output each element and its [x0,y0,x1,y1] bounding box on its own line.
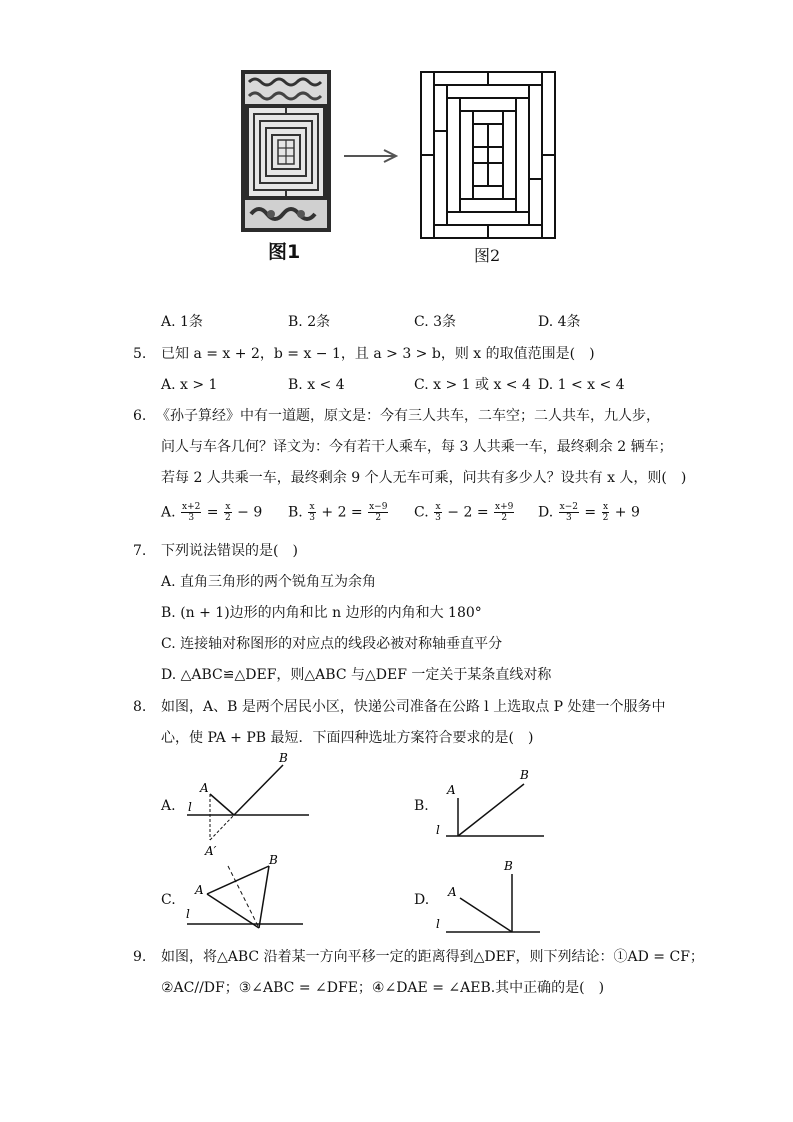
q8-number: 8. [133,699,147,715]
q5-stem: 已知 a = x + 2，b = x − 1，且 a > 3 > b，则 x 的取值范围是( ) [161,346,595,362]
arrow-right-icon [344,148,398,164]
q6-number: 6. [133,408,147,424]
fraction: $\frac{x}{3}$ [309,502,315,523]
q7-option-c[interactable]: C. 连接轴对称图形的对应点的线段必被对称轴垂直平分 [161,636,503,652]
line-l-label: l [436,823,440,837]
q8-option-b-label[interactable]: B. [414,798,429,814]
q6-option-a[interactable]: A. $\frac{x+2}{3}$ = $\frac{x}{2}$ − 9 [161,502,263,523]
fraction: $\frac{x}{3}$ [435,502,441,523]
q7-stem: 下列说法错误的是( ) [161,543,298,559]
figure-2-caption: 图2 [474,246,501,265]
q4-option-b[interactable]: B. 2条 [288,314,331,330]
q5-option-b[interactable]: B. x < 4 [288,377,345,393]
fraction: $\frac{x}{2}$ [225,502,231,523]
q9-number: 9. [133,949,147,965]
fraction: $\frac{x-2}{3}$ [559,502,578,523]
q6-option-d[interactable]: D. $\frac{x-2}{3}$ = $\frac{x}{2}$ + 9 [538,502,640,523]
point-b-label: B [520,768,529,782]
option-label: D. [538,504,554,521]
q8-option-b-figure[interactable] [432,764,548,844]
q5-option-a[interactable]: A. x > 1 [161,377,218,393]
q6-option-b[interactable]: B. $\frac{x}{3}$ + 2 = $\frac{x-9}{2}$ [288,502,388,523]
q8-option-d-figure[interactable] [432,852,548,936]
point-b-label: B [279,752,288,765]
figure-2-drawing [420,71,556,239]
point-b-label: B [269,853,278,867]
fraction: $\frac{x}{2}$ [602,502,609,523]
q5-option-d[interactable]: D. 1 < x < 4 [538,377,625,393]
q6-option-c[interactable]: C. $\frac{x}{3}$ − 2 = $\frac{x+9}{2}$ [414,502,514,523]
q8-option-c-figure[interactable] [183,852,307,932]
fraction: $\frac{x+2}{3}$ [182,502,201,523]
q8-option-c-label[interactable]: C. [161,892,176,908]
q7-number: 7. [133,543,147,559]
q8-option-a-figure[interactable] [183,752,313,860]
q7-option-a[interactable]: A. 直角三角形的两个锐角互为余角 [161,574,377,590]
figure-1-caption: 图1 [268,241,301,263]
q7-option-b[interactable]: B. (n + 1)边形的内角和比 n 边形的内角和大 180° [161,605,482,621]
point-a-label: A [195,883,204,897]
line-l-label: l [436,917,440,931]
q6-stem-line-2: 问人与车各几何？译文为：今有若干人乘车，每 3 人共乘一车，最终剩余 2 辆车； [161,439,673,455]
q4-option-d[interactable]: D. 4条 [538,314,581,330]
q4-option-a[interactable]: A. 1条 [161,314,203,330]
fraction: $\frac{x-9}{2}$ [369,502,388,523]
point-a-label: A [200,781,209,795]
q9-stem-line-1: 如图，将△ABC 沿着某一方向平移一定的距离得到△DEF，则下列结论：①AD = CF； [161,949,704,965]
fraction: $\frac{x+9}{2}$ [495,502,514,523]
q4-option-c[interactable]: C. 3条 [414,314,457,330]
q8-option-a-label[interactable]: A. [161,798,176,814]
q6-stem-line-1: 《孙子算经》中有一道题，原文是：今有三人共车，二车空；二人共车，九人步， [156,408,660,424]
point-b-label: B [504,859,513,873]
figure-1-photo [241,70,331,232]
option-label: C. [414,504,429,521]
q8-stem-line-2: 心，使 PA + PB 最短．下面四种选址方案符合要求的是( ) [161,730,534,746]
point-a-label: A [447,783,456,797]
point-a-label: A [448,885,457,899]
option-label: A. [161,504,176,521]
q8-option-d-label[interactable]: D. [414,892,430,908]
q8-stem-line-1: 如图，A、B 是两个居民小区，快递公司准备在公路 l 上选取点 P 处建一个服务中 [161,699,666,715]
q5-option-c[interactable]: C. x > 1 或 x < 4 [414,377,531,393]
q6-stem-line-3: 若每 2 人共乘一车，最终剩余 9 个人无车可乘，问共有多少人？设共有 x 人，则( ) [161,470,687,486]
q5-number: 5. [133,346,147,362]
q9-stem-line-2: ②AC//DF；③∠ABC = ∠DFE；④∠DAE = ∠AEB.其中正确的是( ) [161,980,605,996]
line-l-label: l [186,907,190,921]
q7-option-d[interactable]: D. △ABC≌△DEF，则△ABC 与△DEF 一定关于某条直线对称 [161,667,552,683]
point-a-prime-label: A′ [205,844,217,858]
line-l-label: l [188,800,192,814]
option-label: B. [288,504,303,521]
